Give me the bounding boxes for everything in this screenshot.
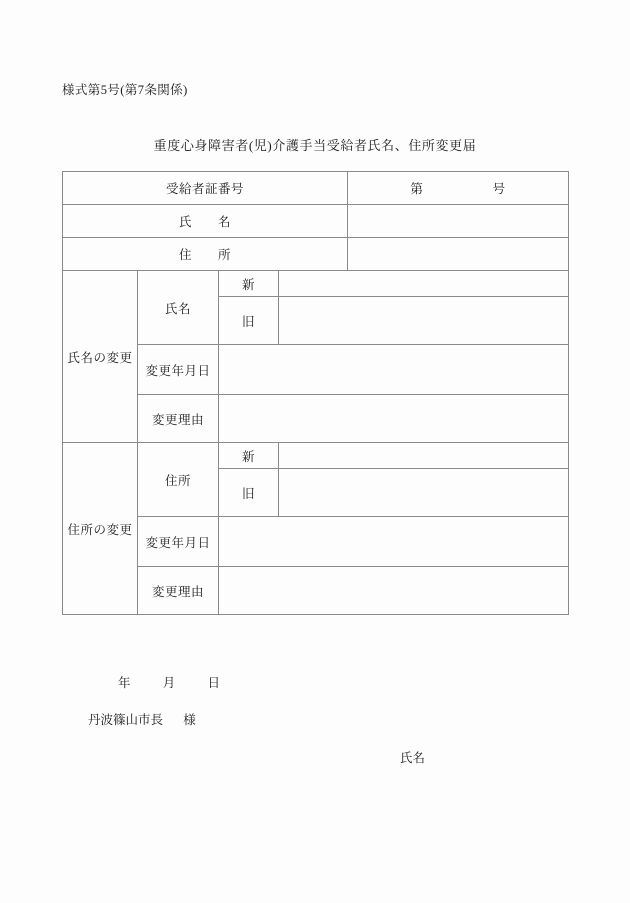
name-change-new-label: 新 bbox=[219, 271, 279, 297]
table-row-address-change-date bbox=[63, 517, 569, 567]
day-label: 日 bbox=[207, 676, 221, 690]
recipient-number-prefix: 第 bbox=[410, 182, 424, 196]
table-row-name-change-new bbox=[63, 271, 569, 297]
recipient-number-suffix: 号 bbox=[492, 182, 506, 196]
addressee-name: 丹波篠山市長 bbox=[88, 713, 164, 727]
name-change-reason-label: 変更理由 bbox=[138, 395, 219, 443]
address-change-date-value[interactable] bbox=[219, 517, 569, 567]
table-row-name bbox=[63, 205, 569, 238]
change-notification-table bbox=[62, 171, 569, 615]
name-change-old-value[interactable] bbox=[279, 297, 569, 345]
name-change-date-value[interactable] bbox=[219, 345, 569, 395]
section-label-address-change: 住所の変更 bbox=[63, 443, 138, 615]
addressee-line bbox=[88, 710, 196, 728]
address-change-old-label: 旧 bbox=[219, 469, 279, 517]
address-label: 住 所 bbox=[63, 238, 348, 271]
address-change-reason-value[interactable] bbox=[219, 567, 569, 615]
name-change-date-label: 変更年月日 bbox=[138, 345, 219, 395]
table-row-address bbox=[63, 238, 569, 271]
address-change-new-label: 新 bbox=[219, 443, 279, 469]
table-row-address-change-new bbox=[63, 443, 569, 469]
section-label-name-change: 氏名の変更 bbox=[63, 271, 138, 443]
name-change-field-label: 氏名 bbox=[138, 271, 219, 345]
name-value-field[interactable] bbox=[348, 205, 569, 238]
address-change-old-value[interactable] bbox=[279, 469, 569, 517]
recipient-number-field[interactable] bbox=[348, 172, 569, 205]
signature-label[interactable]: 氏名 bbox=[400, 751, 426, 765]
name-change-reason-value[interactable] bbox=[219, 395, 569, 443]
table-row-recipient-number bbox=[63, 172, 569, 205]
name-change-old-label: 旧 bbox=[219, 297, 279, 345]
recipient-number-label: 受給者証番号 bbox=[63, 172, 348, 205]
address-change-new-value[interactable] bbox=[279, 443, 569, 469]
page-title: 重度心身障害者(児)介護手当受給者氏名、住所変更届 bbox=[153, 138, 477, 153]
name-change-new-value[interactable] bbox=[279, 271, 569, 297]
year-label: 年 bbox=[118, 676, 131, 690]
table-row-name-change-reason bbox=[63, 395, 569, 443]
address-value-field[interactable] bbox=[348, 238, 569, 271]
address-change-reason-label: 変更理由 bbox=[138, 567, 219, 615]
table-row-address-change-reason bbox=[63, 567, 569, 615]
addressee-honorific: 様 bbox=[183, 713, 196, 727]
form-number: 様式第5号(第7条関係) bbox=[62, 83, 188, 97]
address-change-field-label: 住所 bbox=[138, 443, 219, 517]
table-row-name-change-date bbox=[63, 345, 569, 395]
name-label: 氏 名 bbox=[63, 205, 348, 238]
submission-date-line[interactable] bbox=[118, 673, 220, 691]
address-change-date-label: 変更年月日 bbox=[138, 517, 219, 567]
month-label: 月 bbox=[162, 676, 176, 690]
